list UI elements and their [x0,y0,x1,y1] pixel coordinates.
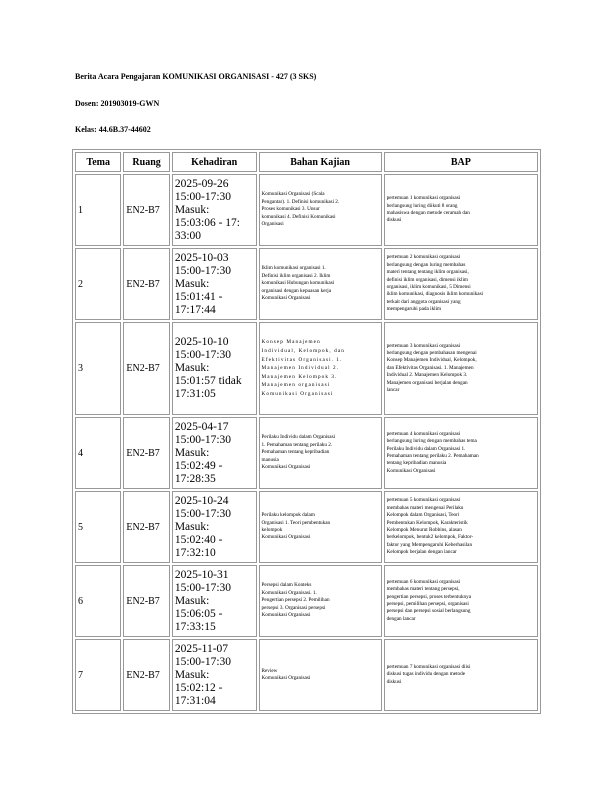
class-code: Kelas: 44.6B.37-44602 [75,125,151,134]
cell-ruang: EN2-B7 [123,417,169,489]
bap-text: pertemuan 2 komunikasi organisasi berlangsung dengan luring membahas materi tentang tentang iklim organisasi, definisi iklim organisasi, dimensi iklim organisasi, iklim komunikasi, 5 Dimensi iklim komunikasi, diagnosis iklim komunikasi terkait dari anggota organisasi yang mempengaruhi pada iklim [386,254,484,313]
kehadiran-text: 2025-10-31 15:00-17:30 Masuk: 15:06:05 - 17:33:15 [174,568,232,633]
cell-bahan-kajian [259,491,382,563]
cell-bahan-kajian [259,565,382,637]
bahan-text: Perilaku kelompok dalam Organisasi 1. Teori pembentukan kelompok Komunikasi Organisasi [261,512,331,541]
cell-ruang: EN2-B7 [123,248,169,320]
cell-tema: 2 [75,248,121,320]
table-header-row [75,152,538,172]
cell-bap [384,248,538,320]
table-row [75,565,538,637]
bahan-text: Konsep Manajemen Individual, Kelompok, dan Efektivitas Organisasi. 1. Manajemen Individual 2. Manajemen Kelompok 3. Manajemen organisasi Komunikasi Organisasi [261,339,345,397]
cell-bahan-kajian [259,322,382,415]
bahan-text: Review Komunikasi Organisasi [261,667,311,681]
cell-ruang: EN2-B7 [123,639,169,711]
cell-bahan-kajian [259,639,382,711]
cell-bap [384,417,538,489]
table-row [75,639,538,711]
cell-kehadiran [172,565,257,637]
bap-text: pertemuan 5 komunikasi organisasi membahas materi mengenai Perilaku Kelompok dalam Organisasi, Teori Pembentukan Kelompok, Karakteristik Kelompok Menurut Robbins, alasan berkelompok, bentuk2 kelompok, Faktor- faktor yang Mempengaruhi Keberhasilan Kelompok berjalan dengan lancar [386,497,474,556]
cell-kehadiran [172,248,257,320]
bap-text: pertemuan 3 komunikasi organisasi berlangsung dengan pembahasan mengenai Konsep Manajemen Individual, Kelompok, dan Efektivitas Organisasi. 1. Manajemen Individual 2. Manajemen Kelompok 3. Manajemen organisasi berjalan dengan lancar [386,342,477,394]
cell-tema: 3 [75,322,121,415]
header-bahan-kajian: Bahan Kajian [259,152,382,172]
bahan-text: Iklim komunikasi organisasi 1. Definisi iklim organisasi 2. Iklim komunikasi Hubungan komunikasi organisasi dengan kepuasan kerja Komunikasi Organisasi [261,265,335,302]
cell-bap [384,174,538,246]
cell-bap [384,491,538,563]
cell-bahan-kajian [259,248,382,320]
cell-kehadiran [172,322,257,415]
bap-text: pertemuan 1 komunikasi organisasi berlangsung luring diikuti 8 orang mahasiswa dengan metode ceramah dan diskusi [386,195,470,224]
cell-tema: 1 [75,174,121,246]
cell-bahan-kajian [259,174,382,246]
table-row [75,417,538,489]
header-bap: BAP [384,152,538,172]
header-ruang: Ruang [123,152,169,172]
cell-bap [384,565,538,637]
kehadiran-text: 2025-10-10 15:00-17:30 Masuk: 15:01:57 tidak 17:31:05 [174,336,242,400]
cell-bap [384,322,538,415]
bap-text: pertemuan 7 komunikasi organisasi diisi diskusi tugas individu dengan metode diskusi [386,663,471,685]
cell-kehadiran [172,174,257,246]
cell-ruang: EN2-B7 [123,174,169,246]
table-row [75,322,538,415]
bap-text: pertemuan 4 komunikasi organisasi berlangsung luring dengan membahas tema Perilaku Individu dalam Organisasi 1. Pemahaman tentang perilaku 2. Pemahaman tentang kepribadian manusia Komunikasi Organisasi [386,430,479,474]
bahan-text: Komunikasi Organisasi (Scala Pengantar). 1. Definisi komunikasi 2. Proses komunikasi 3. Unsur komunikasi 4. Definisi Komunikasi Organisasi [261,191,340,228]
cell-bap [384,639,538,711]
lecturer-code: Dosen: 201903019-GWN [75,99,160,108]
cell-tema: 6 [75,565,121,637]
bahan-text: Perilaku Individu dalam Organisasi 1. Pemahaman tentang perilaku 2. Pemahaman tentang kepribadian manusia Komunikasi Organisasi [261,434,336,471]
cell-bahan-kajian [259,417,382,489]
kehadiran-text: 2025-10-24 15:00-17:30 Masuk: 15:02:40 - 17:32:10 [174,494,232,559]
bap-text: pertemuan 6 komunikasi organisasi membahas materi tentang persepsi, pengertian persepsi, proses terbentuknya persepsi, pemilihan persepsi, organisasi persepsi dan persepsi sosial berlangsung dengan lancar [386,578,472,622]
cell-tema: 5 [75,491,121,563]
bahan-text: Persepsi dalam Konteks Komunikasi Organisasi. 1. Pengertian persepsi 2. Pemilihan persepsi 3. Organisasi persepsi Komunikasi Organisasi [261,582,330,619]
cell-kehadiran [172,417,257,489]
table-row [75,248,538,320]
document-title: Berita Acara Pengajaran KOMUNIKASI ORGANISASI - 427 (3 SKS) [75,72,317,81]
table-row [75,491,538,563]
table-row [75,174,538,246]
cell-tema: 7 [75,639,121,711]
cell-kehadiran [172,639,257,711]
kehadiran-text: 2025-09-26 15:00-17:30 Masuk: 15:03:06 - 17: 33:00 [174,177,240,242]
cell-ruang: EN2-B7 [123,491,169,563]
cell-ruang: EN2-B7 [123,565,169,637]
attendance-table [72,149,541,714]
kehadiran-text: 2025-10-03 15:00-17:30 Masuk: 15:01:41 - 17:17:44 [174,251,232,316]
kehadiran-text: 2025-04-17 15:00-17:30 Masuk: 15:02:49 - 17:28:35 [174,420,232,485]
kehadiran-text: 2025-11-07 15:00-17:30 Masuk: 15:02:12 - 17:31:04 [174,642,232,707]
cell-kehadiran [172,491,257,563]
header-tema: Tema [75,152,121,172]
header-kehadiran: Kehadiran [172,152,257,172]
cell-tema: 4 [75,417,121,489]
cell-ruang: EN2-B7 [123,322,169,415]
